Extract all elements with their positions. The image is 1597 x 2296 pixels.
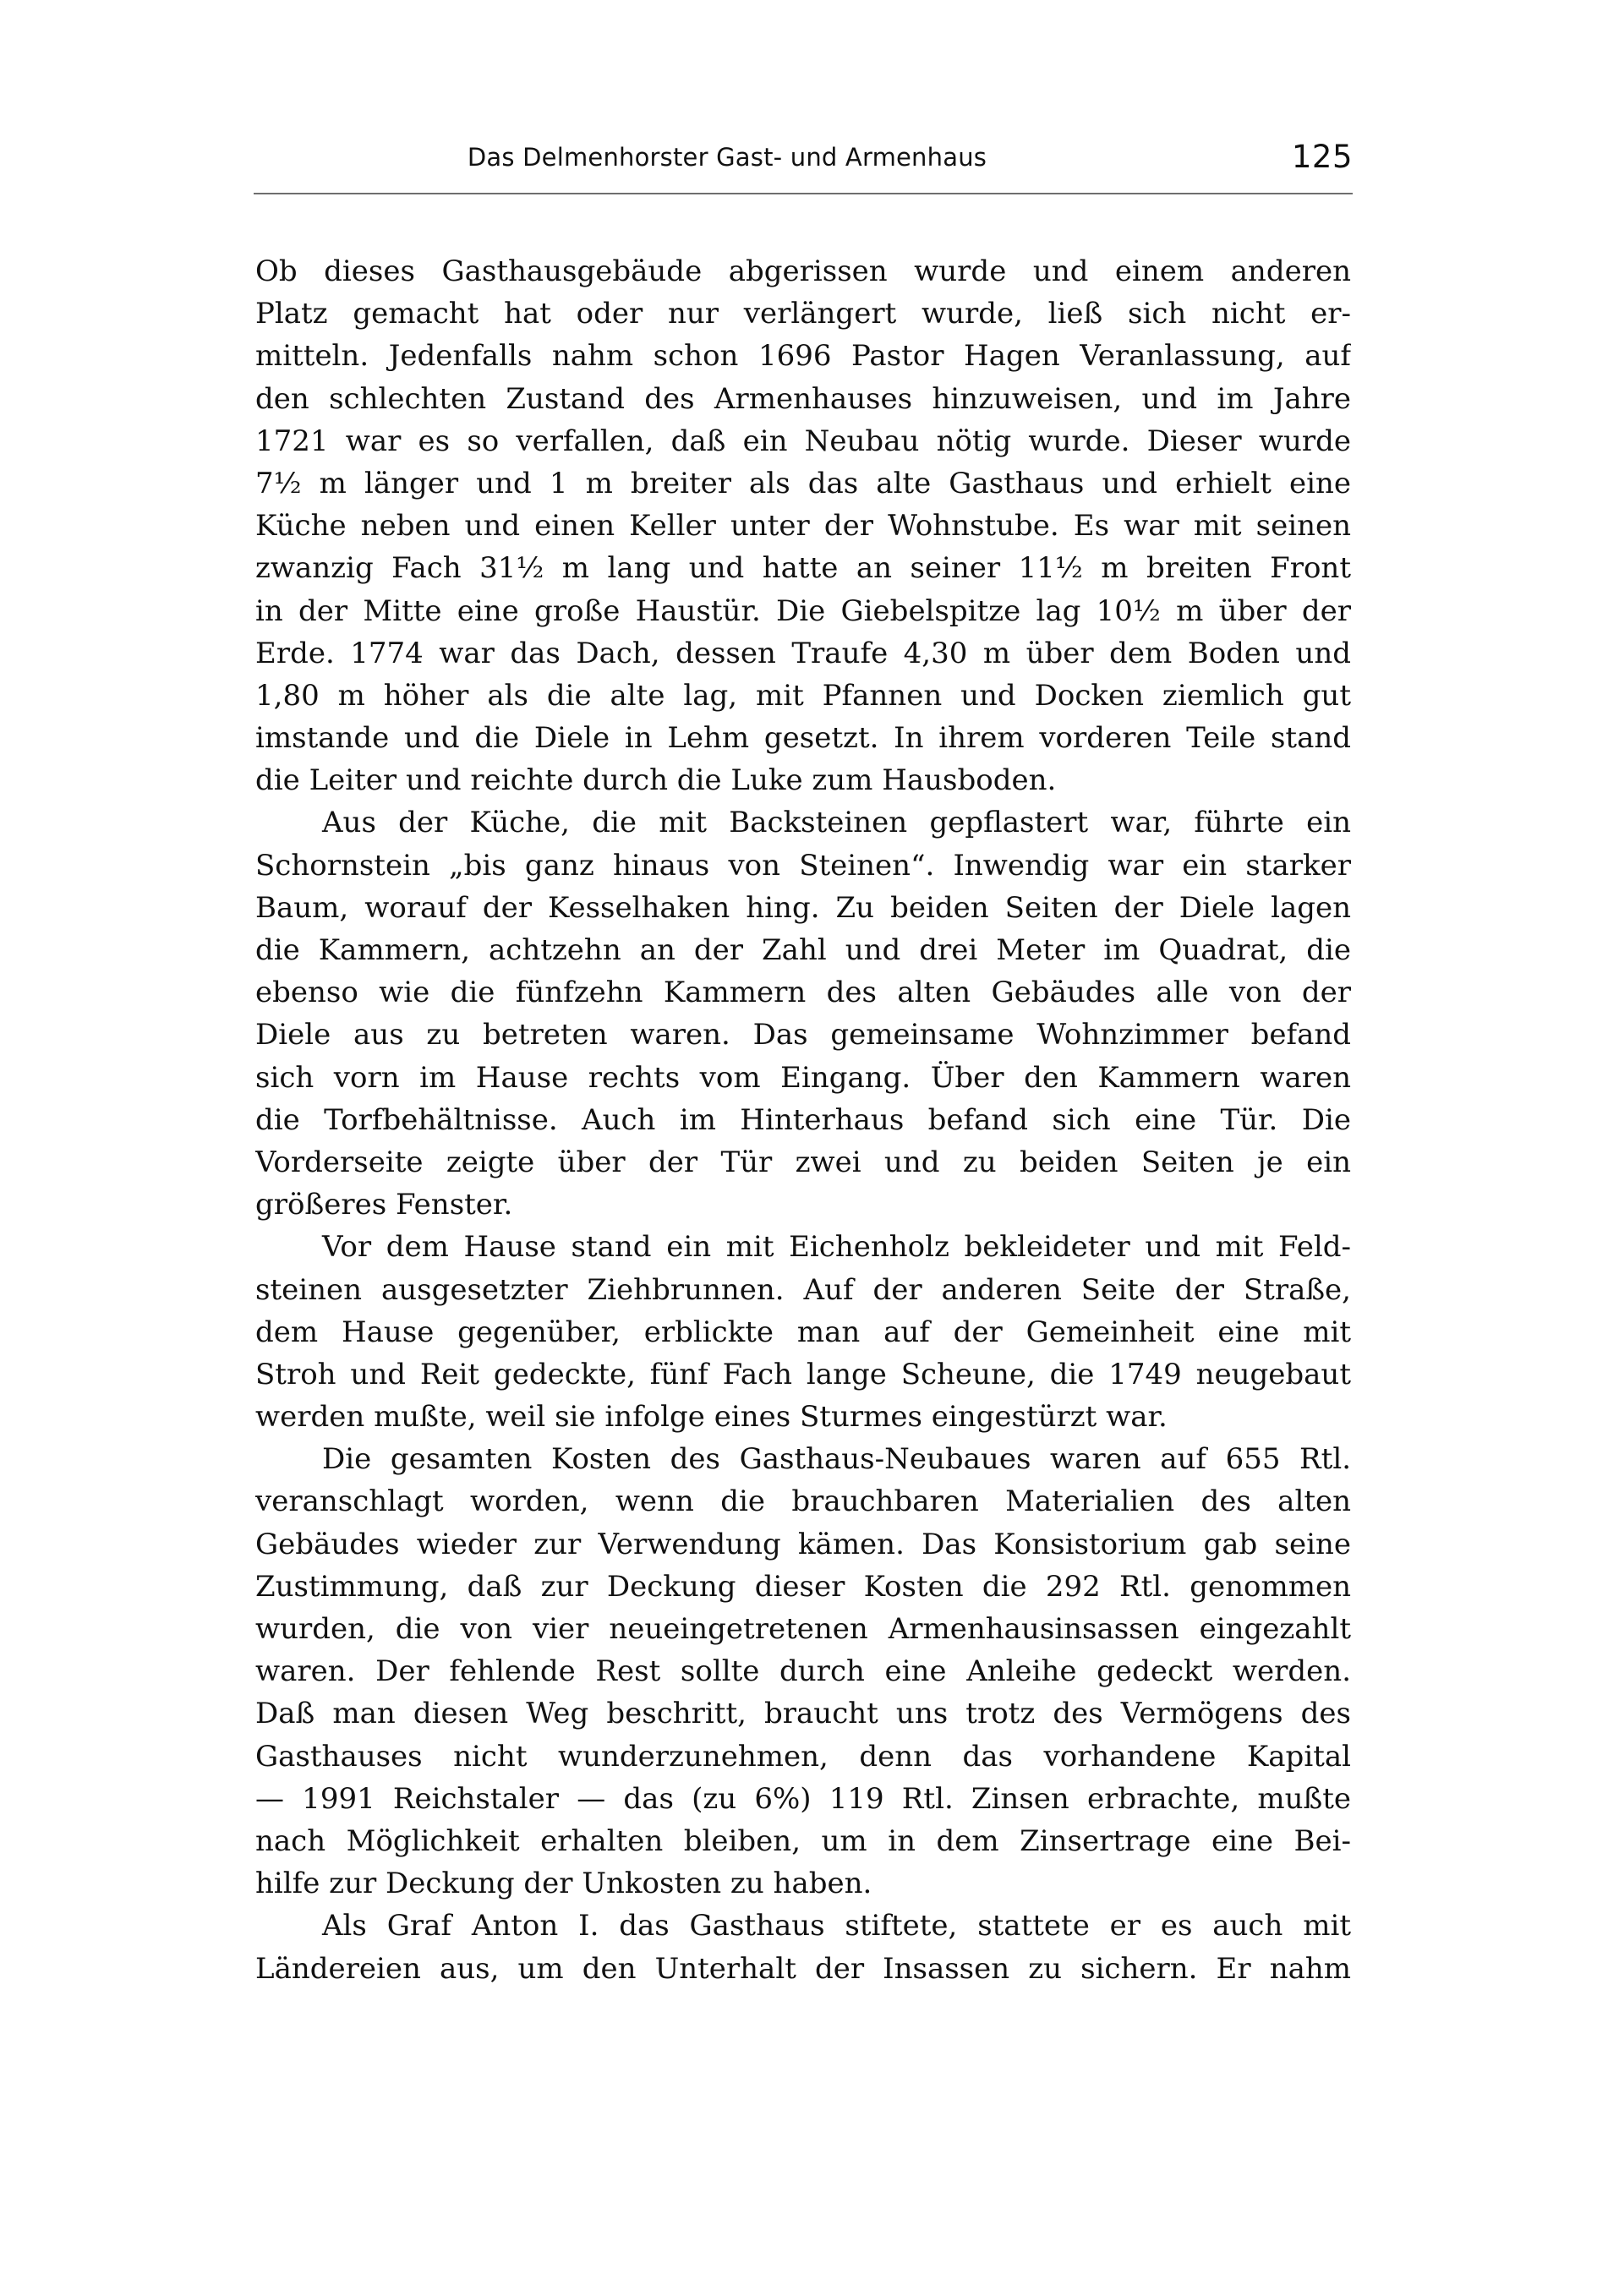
text-line: Die gesamten Kosten des Gasthaus-Neubaues waren auf 655 Rtl. (322, 1442, 1351, 1477)
paragraph (255, 1226, 1351, 1438)
text-line: wurden, die von vier neueingetretenen Armenhausinsassen eingezahlt (255, 1612, 1351, 1646)
text-line: 1,80 m höher als die alte lag, mit Pfannen und Docken ziemlich gut (255, 678, 1351, 713)
paragraph (255, 1905, 1351, 1989)
text-line: Vorderseite zeigte über der Tür zwei und zu beiden Seiten je ein (255, 1145, 1351, 1179)
text-line: sich vorn im Hause rechts vom Eingang. Über den Kammern waren (255, 1060, 1351, 1095)
text-line: die Torfbehältnisse. Auch im Hinterhaus befand sich eine Tür. Die (255, 1102, 1351, 1137)
text-line: 7½ m länger und 1 m breiter als das alte Gasthaus und erhielt eine (255, 466, 1351, 500)
text-line: den schlechten Zustand des Armenhauses hinzuweisen, und im Jahre (255, 381, 1351, 416)
text-line: Aus der Küche, die mit Backsteinen gepflastert war, führte ein (322, 806, 1351, 840)
text-line: Platz gemacht hat oder nur verlängert wurde, ließ sich nicht er- (255, 297, 1351, 331)
paragraph (255, 250, 1351, 801)
text-line: nach Möglichkeit erhalten bleiben, um in dem Zinsertrage eine Bei- (255, 1823, 1351, 1858)
text-line: Baum, worauf der Kesselhaken hing. Zu beiden Seiten der Diele lagen (255, 890, 1351, 925)
text-line: Stroh und Reit gedeckte, fünf Fach lange Scheune, die 1749 neugebaut (255, 1357, 1351, 1391)
header-rule (254, 193, 1353, 194)
text-line: Ländereien aus, um den Unterhalt der Insassen zu sichern. Er nahm (255, 1951, 1351, 1986)
paragraph (255, 801, 1351, 1226)
text-line: größeres Fenster. (255, 1188, 513, 1222)
text-line: — 1991 Reichstaler — das (zu 6%) 119 Rtl. Zinsen erbrachte, mußte (255, 1781, 1351, 1816)
text-line: Zustimmung, daß zur Deckung dieser Kosten die 292 Rtl. genommen (255, 1569, 1351, 1604)
text-line: imstande und die Diele in Lehm gesetzt. In ihrem vorderen Teile stand (255, 721, 1351, 756)
page-number: 125 (1291, 139, 1353, 175)
running-header (254, 139, 1353, 193)
text-line: Gasthauses nicht wunderzunehmen, denn das vorhandene Kapital (255, 1739, 1351, 1774)
text-line: zwanzig Fach 31½ m lang und hatte an seiner 11½ m breiten Front (255, 551, 1351, 586)
text-line: hilfe zur Deckung der Unkosten zu haben. (255, 1867, 872, 1901)
body-text (255, 250, 1351, 1990)
text-line: dem Hause gegenüber, erblickte man auf der Gemeinheit eine mit (255, 1315, 1351, 1349)
text-line: die Leiter und reichte durch die Luke zum Hausboden. (255, 763, 1057, 798)
text-line: ebenso wie die fünfzehn Kammern des alten Gebäudes alle von der (255, 976, 1351, 1010)
text-line: Erde. 1774 war das Dach, dessen Traufe 4,30 m über dem Boden und (255, 636, 1351, 670)
text-line: die Kammern, achtzehn an der Zahl und drei Meter im Quadrat, die (255, 933, 1351, 967)
text-line: veranschlagt worden, wenn die brauchbaren Materialien des alten (255, 1484, 1351, 1519)
text-line: 1721 war es so verfallen, daß ein Neubau nötig wurde. Dieser wurde (255, 424, 1351, 458)
text-line: werden mußte, weil sie infolge eines Sturmes eingestürzt war. (255, 1400, 1168, 1435)
running-title: Das Delmenhorster Gast- und Armenhaus (467, 143, 987, 172)
paragraph (255, 1438, 1351, 1905)
text-line: Als Graf Anton I. das Gasthaus stiftete, stattete er es auch mit (322, 1909, 1351, 1943)
text-line: Daß man diesen Weg beschritt, braucht uns trotz des Vermögens des (255, 1697, 1351, 1731)
text-line: Ob dieses Gasthausgebäude abgerissen wurde und einem anderen (255, 254, 1351, 288)
text-line: Küche neben und einen Keller unter der Wohnstube. Es war mit seinen (255, 509, 1351, 544)
text-line: steinen ausgesetzter Ziehbrunnen. Auf der anderen Seite der Straße, (255, 1272, 1351, 1307)
text-line: Gebäudes wieder zur Verwendung kämen. Das Konsistorium gab seine (255, 1527, 1351, 1561)
text-line: Vor dem Hause stand ein mit Eichenholz bekleideter und mit Feld- (322, 1230, 1351, 1265)
text-line: Schornstein „bis ganz hinaus von Steinen“. Inwendig war ein starker (255, 848, 1351, 883)
text-line: mitteln. Jedenfalls nahm schon 1696 Pastor Hagen Veranlassung, auf (255, 339, 1351, 374)
text-line: waren. Der fehlende Rest sollte durch eine Anleihe gedeckt werden. (255, 1654, 1351, 1689)
text-line: Diele aus zu betreten waren. Das gemeinsame Wohnzimmer befand (255, 1018, 1351, 1052)
text-line: in der Mitte eine große Haustür. Die Giebelspitze lag 10½ m über der (255, 593, 1351, 628)
